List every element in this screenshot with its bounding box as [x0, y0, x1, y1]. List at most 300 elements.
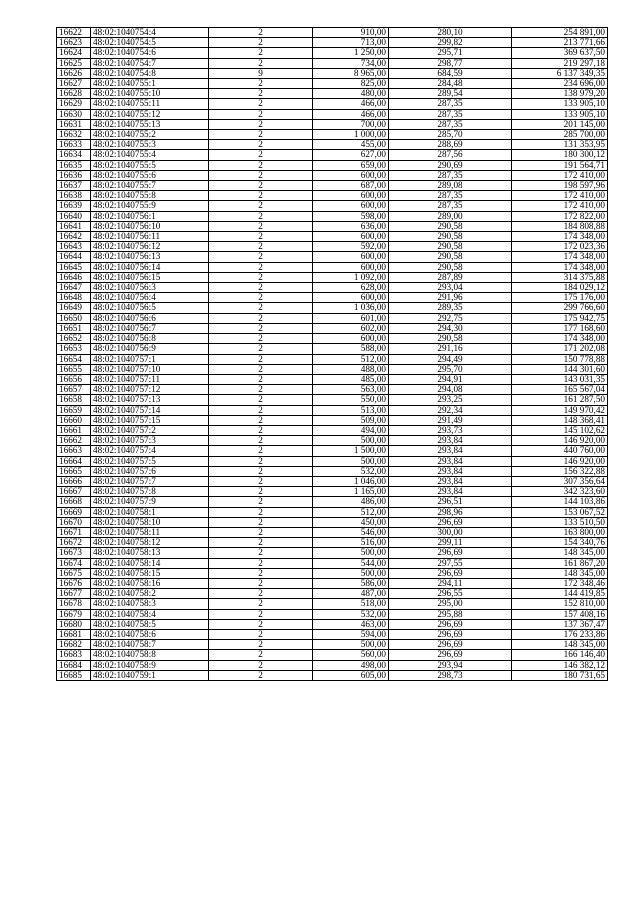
class-code-cell: 2 [209, 242, 313, 252]
class-code-cell: 2 [209, 170, 313, 180]
class-code-cell: 2 [209, 130, 313, 140]
cadastral-number-cell: 48:02:1040758:5 [91, 619, 209, 629]
table-row [57, 466, 608, 476]
area-cell: 455,00 [313, 140, 389, 150]
cadastral-number-cell: 48:02:1040758:6 [91, 629, 209, 639]
row-number-cell: 16632 [57, 130, 91, 140]
row-number-cell: 16671 [57, 527, 91, 537]
class-code-cell: 2 [209, 293, 313, 303]
cadastral-number-cell: 48:02:1040757:1 [91, 354, 209, 364]
class-code-cell: 2 [209, 599, 313, 609]
table-row [57, 201, 608, 211]
cadastral-value-cell: 342 323,60 [512, 487, 608, 497]
specific-value-cell: 299,11 [389, 538, 512, 548]
cadastral-number-cell: 48:02:1040755:10 [91, 89, 209, 99]
table-row [57, 191, 608, 201]
specific-value-cell: 296,69 [389, 629, 512, 639]
cadastral-number-cell: 48:02:1040757:12 [91, 385, 209, 395]
class-code-cell: 2 [209, 405, 313, 415]
area-cell: 563,00 [313, 385, 389, 395]
area-cell: 592,00 [313, 242, 389, 252]
class-code-cell: 2 [209, 395, 313, 405]
cadastral-number-cell: 48:02:1040756:1 [91, 211, 209, 221]
cadastral-number-cell: 48:02:1040757:11 [91, 374, 209, 384]
row-number-cell: 16665 [57, 466, 91, 476]
cadastral-value-cell: 161 287,50 [512, 395, 608, 405]
class-code-cell: 2 [209, 344, 313, 354]
table-row [57, 395, 608, 405]
row-number-cell: 16681 [57, 629, 91, 639]
cadastral-value-cell: 174 348,00 [512, 334, 608, 344]
specific-value-cell: 295,70 [389, 364, 512, 374]
class-code-cell: 2 [209, 89, 313, 99]
cadastral-number-cell: 48:02:1040755:4 [91, 150, 209, 160]
specific-value-cell: 290,58 [389, 334, 512, 344]
row-number-cell: 16684 [57, 660, 91, 670]
cadastral-number-cell: 48:02:1040755:6 [91, 170, 209, 180]
specific-value-cell: 296,69 [389, 640, 512, 650]
row-number-cell: 16627 [57, 79, 91, 89]
specific-value-cell: 297,55 [389, 558, 512, 568]
table-row [57, 272, 608, 282]
class-code-cell: 2 [209, 262, 313, 272]
class-code-cell: 9 [209, 68, 313, 78]
area-cell: 500,00 [313, 640, 389, 650]
specific-value-cell: 290,58 [389, 262, 512, 272]
cadastral-value-cell: 234 696,00 [512, 79, 608, 89]
cadastral-number-cell: 48:02:1040757:2 [91, 425, 209, 435]
specific-value-cell: 290,58 [389, 232, 512, 242]
row-number-cell: 16666 [57, 476, 91, 486]
cadastral-number-cell: 48:02:1040756:9 [91, 344, 209, 354]
specific-value-cell: 296,69 [389, 517, 512, 527]
table-row [57, 650, 608, 660]
table-row [57, 487, 608, 497]
specific-value-cell: 294,49 [389, 354, 512, 364]
class-code-cell: 2 [209, 191, 313, 201]
cadastral-number-cell: 48:02:1040755:2 [91, 130, 209, 140]
cadastral-number-cell: 48:02:1040755:8 [91, 191, 209, 201]
cadastral-value-cell: 144 419,85 [512, 589, 608, 599]
specific-value-cell: 287,35 [389, 170, 512, 180]
area-cell: 486,00 [313, 497, 389, 507]
specific-value-cell: 289,54 [389, 89, 512, 99]
cadastral-value-cell: 148 345,00 [512, 568, 608, 578]
cadastral-number-cell: 48:02:1040754:6 [91, 48, 209, 58]
table-body [57, 28, 608, 681]
table-row [57, 405, 608, 415]
specific-value-cell: 289,08 [389, 181, 512, 191]
cadastral-value-cell: 184 029,12 [512, 283, 608, 293]
table-row [57, 170, 608, 180]
cadastral-value-cell: 172 410,00 [512, 201, 608, 211]
cadastral-number-cell: 48:02:1040755:3 [91, 140, 209, 150]
area-cell: 494,00 [313, 425, 389, 435]
cadastral-number-cell: 48:02:1040756:5 [91, 303, 209, 313]
class-code-cell: 2 [209, 385, 313, 395]
specific-value-cell: 287,89 [389, 272, 512, 282]
row-number-cell: 16673 [57, 548, 91, 558]
class-code-cell: 2 [209, 79, 313, 89]
table-row [57, 323, 608, 333]
class-code-cell: 2 [209, 232, 313, 242]
cadastral-value-cell: 175 942,75 [512, 313, 608, 323]
cadastral-number-cell: 48:02:1040755:13 [91, 119, 209, 129]
cadastral-number-cell: 48:02:1040758:7 [91, 640, 209, 650]
area-cell: 1 165,00 [313, 487, 389, 497]
specific-value-cell: 294,11 [389, 578, 512, 588]
specific-value-cell: 280,10 [389, 28, 512, 38]
area-cell: 480,00 [313, 89, 389, 99]
table-row [57, 436, 608, 446]
class-code-cell: 2 [209, 548, 313, 558]
table-row [57, 150, 608, 160]
specific-value-cell: 298,77 [389, 58, 512, 68]
class-code-cell: 2 [209, 446, 313, 456]
cadastral-number-cell: 48:02:1040757:6 [91, 466, 209, 476]
class-code-cell: 2 [209, 354, 313, 364]
cadastral-value-cell: 191 564,71 [512, 160, 608, 170]
table-row [57, 374, 608, 384]
cadastral-number-cell: 48:02:1040756:12 [91, 242, 209, 252]
area-cell: 488,00 [313, 364, 389, 374]
specific-value-cell: 293,84 [389, 466, 512, 476]
area-cell: 450,00 [313, 517, 389, 527]
cadastral-value-cell: 137 367,47 [512, 619, 608, 629]
cadastral-number-cell: 48:02:1040754:8 [91, 68, 209, 78]
specific-value-cell: 290,58 [389, 242, 512, 252]
area-cell: 509,00 [313, 415, 389, 425]
cadastral-number-cell: 48:02:1040757:13 [91, 395, 209, 405]
cadastral-value-cell: 138 979,20 [512, 89, 608, 99]
cadastral-value-cell: 144 103,86 [512, 497, 608, 507]
class-code-cell: 2 [209, 323, 313, 333]
row-number-cell: 16628 [57, 89, 91, 99]
row-number-cell: 16647 [57, 283, 91, 293]
row-number-cell: 16644 [57, 252, 91, 262]
specific-value-cell: 291,16 [389, 344, 512, 354]
specific-value-cell: 684,59 [389, 68, 512, 78]
table-row [57, 28, 608, 38]
cadastral-value-cell: 146 920,00 [512, 436, 608, 446]
area-cell: 734,00 [313, 58, 389, 68]
row-number-cell: 16623 [57, 38, 91, 48]
area-cell: 600,00 [313, 252, 389, 262]
cadastral-number-cell: 48:02:1040757:5 [91, 456, 209, 466]
table-row [57, 313, 608, 323]
table-row [57, 58, 608, 68]
class-code-cell: 2 [209, 28, 313, 38]
specific-value-cell: 296,69 [389, 568, 512, 578]
cadastral-number-cell: 48:02:1040755:7 [91, 181, 209, 191]
specific-value-cell: 285,70 [389, 130, 512, 140]
area-cell: 605,00 [313, 670, 389, 680]
row-number-cell: 16659 [57, 405, 91, 415]
cadastral-value-cell: 145 102,62 [512, 425, 608, 435]
area-cell: 463,00 [313, 619, 389, 629]
table-row [57, 558, 608, 568]
row-number-cell: 16635 [57, 160, 91, 170]
cadastral-value-cell: 198 597,96 [512, 181, 608, 191]
row-number-cell: 16636 [57, 170, 91, 180]
specific-value-cell: 295,71 [389, 48, 512, 58]
table-row [57, 364, 608, 374]
row-number-cell: 16675 [57, 568, 91, 578]
cadastral-value-cell: 369 637,50 [512, 48, 608, 58]
area-cell: 687,00 [313, 181, 389, 191]
class-code-cell: 2 [209, 619, 313, 629]
cadastral-number-cell: 48:02:1040756:7 [91, 323, 209, 333]
table-row [57, 181, 608, 191]
row-number-cell: 16637 [57, 181, 91, 191]
cadastral-number-cell: 48:02:1040755:9 [91, 201, 209, 211]
row-number-cell: 16661 [57, 425, 91, 435]
specific-value-cell: 293,84 [389, 456, 512, 466]
table-row [57, 476, 608, 486]
table-row [57, 415, 608, 425]
cadastral-value-cell: 146 382,12 [512, 660, 608, 670]
table-row [57, 119, 608, 129]
cadastral-number-cell: 48:02:1040755:1 [91, 79, 209, 89]
area-cell: 466,00 [313, 99, 389, 109]
cadastral-value-cell: 174 348,00 [512, 262, 608, 272]
class-code-cell: 2 [209, 476, 313, 486]
cadastral-number-cell: 48:02:1040758:8 [91, 650, 209, 660]
area-cell: 498,00 [313, 660, 389, 670]
class-code-cell: 2 [209, 507, 313, 517]
specific-value-cell: 300,00 [389, 527, 512, 537]
specific-value-cell: 295,88 [389, 609, 512, 619]
cadastral-number-cell: 48:02:1040755:12 [91, 109, 209, 119]
table-row [57, 262, 608, 272]
table-row [57, 354, 608, 364]
cadastral-value-cell: 172 023,36 [512, 242, 608, 252]
row-number-cell: 16683 [57, 650, 91, 660]
area-cell: 601,00 [313, 313, 389, 323]
cadastral-number-cell: 48:02:1040758:15 [91, 568, 209, 578]
cadastral-value-cell: 152 810,00 [512, 599, 608, 609]
cadastral-value-cell: 299 766,60 [512, 303, 608, 313]
area-cell: 600,00 [313, 293, 389, 303]
row-number-cell: 16670 [57, 517, 91, 527]
cadastral-value-cell: 285 700,00 [512, 130, 608, 140]
area-cell: 485,00 [313, 374, 389, 384]
class-code-cell: 2 [209, 201, 313, 211]
row-number-cell: 16625 [57, 58, 91, 68]
cadastral-value-cell: 148 345,00 [512, 640, 608, 650]
cadastral-number-cell: 48:02:1040754:7 [91, 58, 209, 68]
table-row [57, 578, 608, 588]
table-row [57, 589, 608, 599]
cadastral-number-cell: 48:02:1040756:10 [91, 221, 209, 231]
table-row [57, 68, 608, 78]
class-code-cell: 2 [209, 58, 313, 68]
cadastral-number-cell: 48:02:1040758:14 [91, 558, 209, 568]
class-code-cell: 2 [209, 650, 313, 660]
row-number-cell: 16652 [57, 334, 91, 344]
cadastral-value-cell: 314 375,88 [512, 272, 608, 282]
specific-value-cell: 298,96 [389, 507, 512, 517]
table-row [57, 619, 608, 629]
cadastral-value-cell: 307 356,64 [512, 476, 608, 486]
area-cell: 600,00 [313, 170, 389, 180]
class-code-cell: 2 [209, 527, 313, 537]
class-code-cell: 2 [209, 181, 313, 191]
table-row [57, 629, 608, 639]
class-code-cell: 2 [209, 283, 313, 293]
cadastral-value-cell: 180 300,12 [512, 150, 608, 160]
table-row [57, 609, 608, 619]
area-cell: 659,00 [313, 160, 389, 170]
area-cell: 910,00 [313, 28, 389, 38]
cadastral-value-cell: 146 920,00 [512, 456, 608, 466]
specific-value-cell: 293,94 [389, 660, 512, 670]
specific-value-cell: 291,49 [389, 415, 512, 425]
area-cell: 1 000,00 [313, 130, 389, 140]
area-cell: 8 965,00 [313, 68, 389, 78]
area-cell: 550,00 [313, 395, 389, 405]
row-number-cell: 16663 [57, 446, 91, 456]
cadastral-number-cell: 48:02:1040756:11 [91, 232, 209, 242]
cadastral-value-cell: 174 348,00 [512, 232, 608, 242]
cadastral-number-cell: 48:02:1040757:15 [91, 415, 209, 425]
specific-value-cell: 287,35 [389, 191, 512, 201]
table-row [57, 38, 608, 48]
table-row [57, 527, 608, 537]
row-number-cell: 16680 [57, 619, 91, 629]
row-number-cell: 16679 [57, 609, 91, 619]
row-number-cell: 16622 [57, 28, 91, 38]
row-number-cell: 16654 [57, 354, 91, 364]
cadastral-value-cell: 153 067,52 [512, 507, 608, 517]
cadastral-value-cell: 172 410,00 [512, 170, 608, 180]
row-number-cell: 16648 [57, 293, 91, 303]
class-code-cell: 2 [209, 660, 313, 670]
cadastral-number-cell: 48:02:1040758:12 [91, 538, 209, 548]
cadastral-number-cell: 48:02:1040757:3 [91, 436, 209, 446]
specific-value-cell: 292,75 [389, 313, 512, 323]
class-code-cell: 2 [209, 640, 313, 650]
row-number-cell: 16651 [57, 323, 91, 333]
table-row [57, 568, 608, 578]
specific-value-cell: 293,84 [389, 436, 512, 446]
cadastral-value-cell: 177 168,60 [512, 323, 608, 333]
cadastral-value-cell: 171 202,08 [512, 344, 608, 354]
table-row [57, 252, 608, 262]
specific-value-cell: 288,69 [389, 140, 512, 150]
table-row [57, 160, 608, 170]
cadastral-number-cell: 48:02:1040758:9 [91, 660, 209, 670]
cadastral-value-table [56, 27, 608, 681]
cadastral-value-cell: 133 905,10 [512, 109, 608, 119]
row-number-cell: 16678 [57, 599, 91, 609]
cadastral-value-cell: 148 368,41 [512, 415, 608, 425]
table-row [57, 303, 608, 313]
specific-value-cell: 293,84 [389, 487, 512, 497]
row-number-cell: 16667 [57, 487, 91, 497]
row-number-cell: 16643 [57, 242, 91, 252]
specific-value-cell: 290,58 [389, 252, 512, 262]
table-row [57, 334, 608, 344]
area-cell: 532,00 [313, 466, 389, 476]
specific-value-cell: 296,69 [389, 650, 512, 660]
table-row [57, 48, 608, 58]
row-number-cell: 16650 [57, 313, 91, 323]
cadastral-number-cell: 48:02:1040754:5 [91, 38, 209, 48]
area-cell: 518,00 [313, 599, 389, 609]
cadastral-value-cell: 176 233,86 [512, 629, 608, 639]
cadastral-value-cell: 184 808,88 [512, 221, 608, 231]
row-number-cell: 16656 [57, 374, 91, 384]
table-row [57, 425, 608, 435]
row-number-cell: 16674 [57, 558, 91, 568]
cadastral-value-cell: 254 891,00 [512, 28, 608, 38]
cadastral-number-cell: 48:02:1040757:4 [91, 446, 209, 456]
row-number-cell: 16668 [57, 497, 91, 507]
cadastral-number-cell: 48:02:1040754:4 [91, 28, 209, 38]
row-number-cell: 16676 [57, 578, 91, 588]
class-code-cell: 2 [209, 466, 313, 476]
cadastral-value-cell: 6 137 349,35 [512, 68, 608, 78]
row-number-cell: 16664 [57, 456, 91, 466]
class-code-cell: 2 [209, 670, 313, 680]
cadastral-value-cell: 174 348,00 [512, 252, 608, 262]
cadastral-number-cell: 48:02:1040758:16 [91, 578, 209, 588]
specific-value-cell: 290,58 [389, 221, 512, 231]
class-code-cell: 2 [209, 538, 313, 548]
row-number-cell: 16685 [57, 670, 91, 680]
cadastral-number-cell: 48:02:1040758:10 [91, 517, 209, 527]
table-row [57, 293, 608, 303]
cadastral-value-cell: 161 867,20 [512, 558, 608, 568]
table-row [57, 79, 608, 89]
table-row [57, 109, 608, 119]
area-cell: 1 092,00 [313, 272, 389, 282]
cadastral-value-cell: 148 345,00 [512, 548, 608, 558]
specific-value-cell: 296,69 [389, 548, 512, 558]
cadastral-number-cell: 48:02:1040758:4 [91, 609, 209, 619]
class-code-cell: 2 [209, 487, 313, 497]
cadastral-value-cell: 166 146,40 [512, 650, 608, 660]
row-number-cell: 16639 [57, 201, 91, 211]
cadastral-number-cell: 48:02:1040758:11 [91, 527, 209, 537]
cadastral-number-cell: 48:02:1040758:1 [91, 507, 209, 517]
row-number-cell: 16629 [57, 99, 91, 109]
cadastral-value-cell: 172 822,00 [512, 211, 608, 221]
cadastral-number-cell: 48:02:1040756:8 [91, 334, 209, 344]
table-row [57, 211, 608, 221]
cadastral-value-cell: 163 800,00 [512, 527, 608, 537]
area-cell: 1 046,00 [313, 476, 389, 486]
class-code-cell: 2 [209, 578, 313, 588]
specific-value-cell: 293,04 [389, 283, 512, 293]
row-number-cell: 16669 [57, 507, 91, 517]
cadastral-number-cell: 48:02:1040759:1 [91, 670, 209, 680]
area-cell: 600,00 [313, 232, 389, 242]
specific-value-cell: 289,00 [389, 211, 512, 221]
class-code-cell: 2 [209, 221, 313, 231]
table-row [57, 497, 608, 507]
area-cell: 713,00 [313, 38, 389, 48]
area-cell: 600,00 [313, 201, 389, 211]
area-cell: 600,00 [313, 334, 389, 344]
class-code-cell: 2 [209, 313, 313, 323]
specific-value-cell: 294,91 [389, 374, 512, 384]
area-cell: 516,00 [313, 538, 389, 548]
cadastral-value-cell: 131 353,95 [512, 140, 608, 150]
area-cell: 487,00 [313, 589, 389, 599]
class-code-cell: 2 [209, 589, 313, 599]
